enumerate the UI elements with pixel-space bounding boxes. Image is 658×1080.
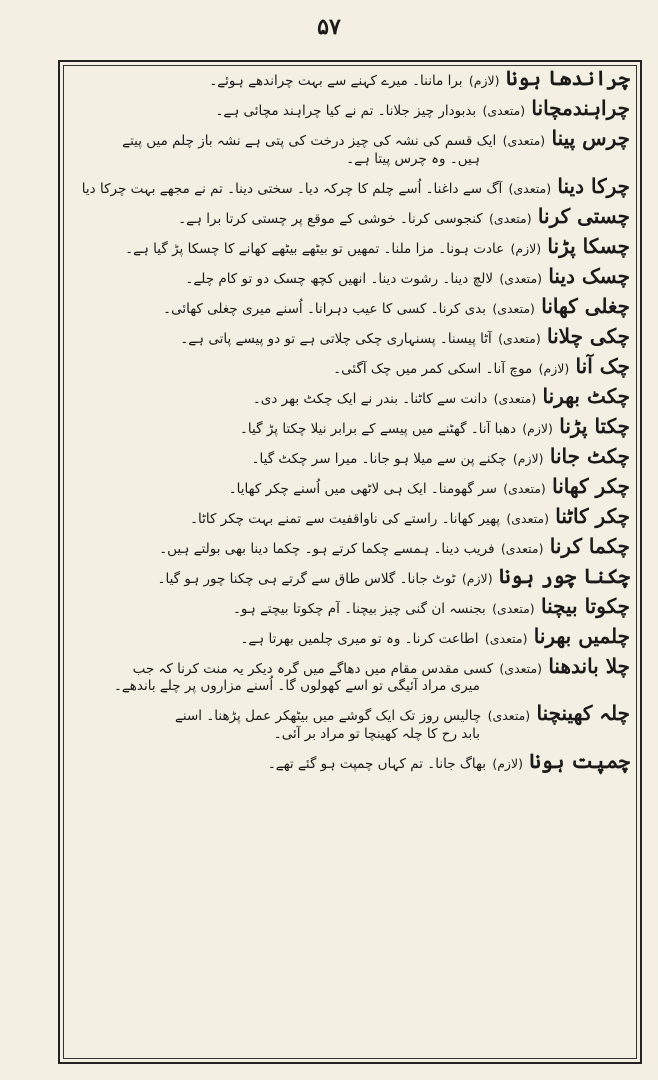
entry-definition: بدی کرنا۔ کسی کا عیب دہرانا۔ اُسنے میری چغلی کھائی۔ <box>163 300 487 317</box>
entry-continuation: میری مراد آئیگی تو اسے کھولوں گا۔ اُسنے مزاروں پر چلے باندھے۔ <box>113 678 480 694</box>
entry-grammar: (متعدی) <box>508 180 552 196</box>
dictionary-entry <box>70 653 630 696</box>
entry-definition: پھیر کھانا۔ راستے کی ناواقفیت سے تمنے بہت چکر کاٹا۔ <box>190 510 501 527</box>
entry-grammar: (لازم) <box>468 73 500 88</box>
entry-grammar: (لازم) <box>492 755 523 771</box>
entry-headword: چکٹ جانا <box>549 443 630 468</box>
dictionary-entry <box>70 126 630 168</box>
entry-grammar: (متعدی) <box>502 133 546 148</box>
dictionary-entry <box>70 383 630 409</box>
entry-definition: آٹا پیسنا۔ پسنہاری چکی چلاتی ہے تو دو پیسے پاتی ہے۔ <box>180 330 492 347</box>
dictionary-entry <box>70 233 630 259</box>
page-number: ۵۷ <box>317 14 341 40</box>
entry-grammar: (متعدی) <box>492 600 535 616</box>
entry-definition: آگ سے داغنا۔ اُسے چلم کا چرکہ دیا۔ سختی دینا۔ تم نے مجھے بہت چرکا دیا <box>81 180 503 197</box>
entry-headword: چرس پینا <box>551 126 630 150</box>
dictionary-entry <box>70 96 630 121</box>
entry-headword: چسک دینا <box>548 263 630 288</box>
dictionary-entry <box>70 413 630 439</box>
entry-continuation: ہیں۔ وہ چرس پیتا ہے۔ <box>346 150 480 167</box>
entry-definition: چکنے پن سے میلا ہو جانا۔ میرا سر چکٹ گیا۔ <box>251 450 507 467</box>
dictionary-entry <box>70 473 630 499</box>
entry-definition: عادت ہونا۔ مزا ملنا۔ تمھیں تو بیٹھے بیٹھے کھانے کا چسکا پڑ گیا ہے۔ <box>125 240 505 257</box>
entry-definition: سر گھومنا۔ ایک ہی لاٹھی میں اُسنے چکر کھایا۔ <box>228 480 497 497</box>
entry-headword: چکر کاٹنا <box>555 503 630 528</box>
entry-grammar: (متعدی) <box>487 708 531 723</box>
entry-grammar: (متعدی) <box>493 390 537 406</box>
entry-definition: برا ماننا۔ میرے کہنے سے بہت چراندھے ہوئے۔ <box>209 73 463 89</box>
entry-headword: چکنا چور ہونا <box>498 563 630 588</box>
dictionary-entry <box>70 203 630 229</box>
entry-definition: بجنسہ ان گنی چیز بیچنا۔ آم چکوتا بیچتے ہو۔ <box>232 600 486 617</box>
dictionary-entry <box>70 623 630 649</box>
entry-headword: چراندھا ہونا <box>505 70 630 90</box>
entry-grammar: (متعدی) <box>492 300 535 316</box>
entry-grammar: (متعدی) <box>503 480 546 496</box>
dictionary-entry <box>70 748 630 774</box>
entry-grammar: (لازم) <box>512 450 544 466</box>
dictionary-entry <box>70 503 630 529</box>
entry-definition: موچ آنا۔ اسکی کمر میں چک آگئی۔ <box>333 360 533 377</box>
entry-grammar: (لازم) <box>538 360 570 376</box>
entry-grammar: (متعدی) <box>482 103 526 118</box>
entry-headword: چک آنا <box>575 353 630 378</box>
dictionary-entry <box>70 563 630 589</box>
entry-definition: ٹوٹ جانا۔ گلاس طاق سے گرتے ہی چکنا چور ہو گیا۔ <box>157 570 456 587</box>
entry-headword: چلمیں بھرنا <box>533 623 630 648</box>
dictionary-entry <box>70 353 630 379</box>
entry-grammar: (متعدی) <box>498 330 541 346</box>
dictionary-entry <box>70 443 630 469</box>
dictionary-entry <box>70 701 630 743</box>
dictionary-entry <box>70 263 630 289</box>
entry-definition: چالیس روز تک ایک گوشے میں بیٹھکر عمل پڑھنا۔ اسنے <box>175 708 482 724</box>
entry-grammar: (متعدی) <box>499 660 543 676</box>
entry-grammar: (متعدی) <box>489 210 532 226</box>
entry-headword: چکوتا بیچنا <box>540 593 630 618</box>
entry-headword: چستی کرنا <box>537 203 630 228</box>
dictionary-entry <box>70 323 630 349</box>
entry-headword: چکی چلانا <box>547 323 630 348</box>
entry-headword: چلہ کھینچنا <box>536 701 630 725</box>
entry-headword: چمپت ہونا <box>529 748 630 773</box>
dictionary-entry <box>70 593 630 619</box>
dictionary-entry <box>70 70 630 91</box>
entry-definition: بدبودار چیز جلانا۔ تم نے کیا چراہند مچائی ہے۔ <box>215 103 477 119</box>
entry-grammar: (لازم) <box>522 420 553 436</box>
dictionary-entry <box>70 533 630 559</box>
entry-continuation: بابد رح کا چلہ کھینچا تو مراد بر آئی۔ <box>273 725 480 742</box>
entry-grammar: (لازم) <box>461 570 493 586</box>
dictionary-entry <box>70 173 630 199</box>
entry-definition: لالچ دینا۔ رشوت دینا۔ انھیں کچھ چسک دو تو کام چلے۔ <box>185 270 494 287</box>
entry-definition: دانت سے کاٹنا۔ بندر نے ایک چکٹ بھر دی۔ <box>252 390 488 407</box>
entry-definition: دھبا آنا۔ گھٹنے میں پیسے کے برابر نیلا چکتا پڑ گیا۔ <box>240 420 516 437</box>
entry-grammar: (متعدی) <box>484 630 528 646</box>
entry-definition: کسی مقدس مقام میں دھاگے میں گرہ دیکر یہ منت کرنا کہ جب <box>132 660 494 677</box>
entry-definition: بھاگ جانا۔ تم کہاں چمپت ہو گئے تھے۔ <box>267 755 487 772</box>
entry-grammar: (متعدی) <box>506 510 549 526</box>
entry-definition: کنجوسی کرنا۔ خوشی کے موقع پر چستی کرتا برا ہے۔ <box>178 210 483 227</box>
entry-headword: چسکا پڑنا <box>547 233 630 258</box>
entry-grammar: (متعدی) <box>500 540 544 556</box>
entry-definition: اطاعت کرنا۔ وہ تو میری چلمیں بھرتا ہے۔ <box>240 630 479 647</box>
entry-headword: چلا باندھنا <box>548 653 630 678</box>
entry-definition: ایک قسم کی نشہ کی چیز درخت کی پتی ہے نشہ باز چلم میں پیتے <box>122 133 497 149</box>
entry-headword: چکما کرنا <box>549 533 630 558</box>
entry-headword: چکتا پڑنا <box>559 413 630 438</box>
entry-headword: چکر کھانا <box>552 473 630 498</box>
dictionary-entry <box>70 293 630 319</box>
dictionary-entries <box>70 70 630 1055</box>
entry-headword: چرکا دینا <box>557 173 630 198</box>
entry-headword: چغلی کھانا <box>541 293 630 318</box>
entry-grammar: (لازم) <box>510 240 542 256</box>
entry-headword: چراہندمچانا <box>531 96 630 120</box>
entry-headword: چکٹ بھرنا <box>542 383 630 408</box>
entry-definition: فریب دینا۔ ہمسے چکما کرتے ہو۔ چکما دینا بھی بولتے ہیں۔ <box>159 540 495 557</box>
entry-grammar: (متعدی) <box>499 270 543 286</box>
